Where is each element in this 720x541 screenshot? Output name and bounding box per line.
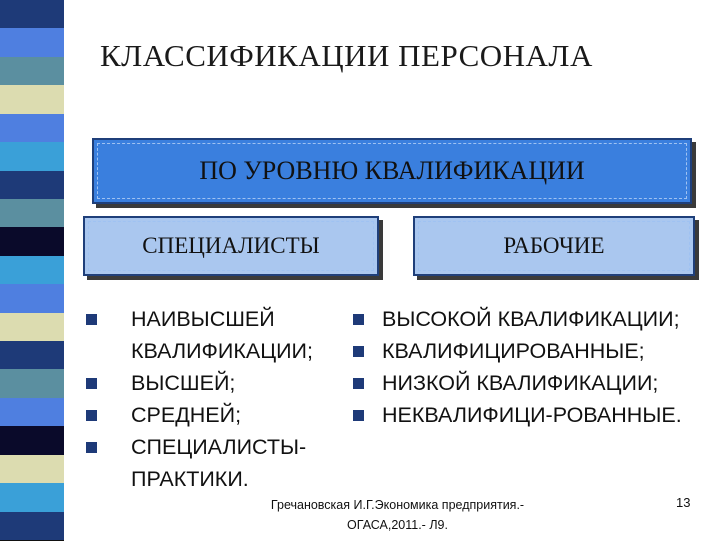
list-item-text: ВЫСШЕЙ; xyxy=(131,371,236,395)
qualification-box xyxy=(92,138,692,204)
stripe-segment xyxy=(0,114,64,143)
stripe-segment xyxy=(0,227,64,256)
qualification-box-label: ПО УРОВНЮ КВАЛИФИКАЦИИ xyxy=(199,156,585,185)
stripe-segment xyxy=(0,199,64,228)
list-item xyxy=(350,335,720,367)
stripe-segment xyxy=(0,512,64,541)
stripe-segment xyxy=(0,284,64,313)
page-number: 13 xyxy=(676,495,691,510)
square-bullet-icon xyxy=(353,378,364,389)
list-item-text: СРЕДНЕЙ; xyxy=(131,403,242,427)
stripe-segment xyxy=(0,426,64,455)
stripe-segment xyxy=(0,85,64,114)
decorative-stripe xyxy=(0,0,64,540)
list-item-text: ВЫСОКОЙ КВАЛИФИКАЦИИ; xyxy=(382,307,680,331)
specialists-box-label: СПЕЦИАЛИСТЫ xyxy=(142,233,320,258)
specialists-list xyxy=(83,303,363,495)
stripe-segment xyxy=(0,256,64,285)
stripe-segment xyxy=(0,142,64,171)
list-item-text: НЕКВАЛИФИЦИ-РОВАННЫЕ. xyxy=(382,403,682,427)
square-bullet-icon xyxy=(86,378,97,389)
square-bullet-icon xyxy=(353,346,364,357)
stripe-segment xyxy=(0,28,64,57)
list-item xyxy=(350,367,720,399)
stripe-segment xyxy=(0,455,64,484)
workers-list xyxy=(350,303,720,431)
stripe-segment xyxy=(0,171,64,200)
list-item xyxy=(350,303,720,335)
list-item-text: НИЗКОЙ КВАЛИФИКАЦИИ; xyxy=(382,371,659,395)
stripe-segment xyxy=(0,369,64,398)
list-item-text: КВАЛИФИЦИРОВАННЫЕ; xyxy=(382,339,645,363)
stripe-segment xyxy=(0,341,64,370)
workers-box-label: РАБОЧИЕ xyxy=(503,233,605,258)
workers-box xyxy=(413,216,695,276)
slide-title: КЛАССИФИКАЦИИ ПЕРСОНАЛА xyxy=(100,38,593,73)
square-bullet-icon xyxy=(353,410,364,421)
list-item xyxy=(83,399,363,431)
stripe-segment xyxy=(0,0,64,29)
square-bullet-icon xyxy=(353,314,364,325)
specialists-box xyxy=(83,216,379,276)
stripe-segment xyxy=(0,483,64,512)
square-bullet-icon xyxy=(86,410,97,421)
stripe-segment xyxy=(0,313,64,342)
list-item xyxy=(83,431,363,495)
stripe-segment xyxy=(0,57,64,86)
list-item xyxy=(350,399,720,431)
list-item xyxy=(83,367,363,399)
list-item xyxy=(83,303,363,367)
footer-citation: Гречановская И.Г.Экономика предприятия.- ОГАСА,2011.- Л9. xyxy=(270,498,525,532)
stripe-segment xyxy=(0,398,64,427)
square-bullet-icon xyxy=(86,314,97,325)
square-bullet-icon xyxy=(86,442,97,453)
list-item-text: СПЕЦИАЛИСТЫ-ПРАКТИКИ. xyxy=(131,435,307,491)
list-item-text: НАИВЫСШЕЙ КВАЛИФИКАЦИИ; xyxy=(131,307,313,363)
